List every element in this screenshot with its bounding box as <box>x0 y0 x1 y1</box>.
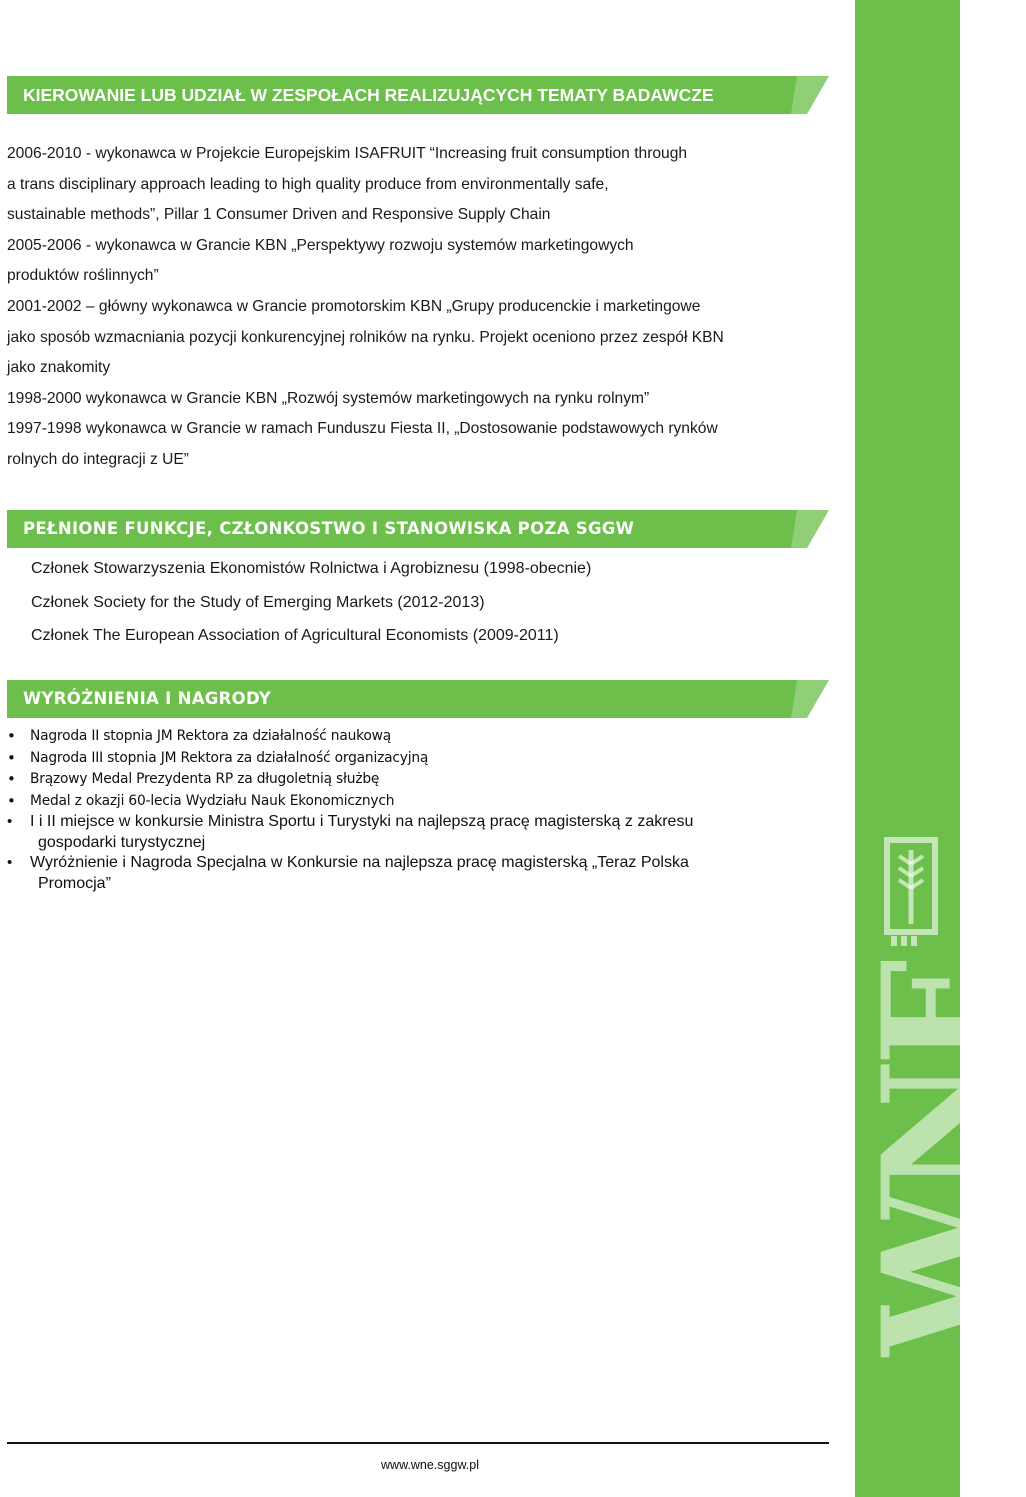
award-text: Medal z okazji 60-lecia Wydziału Nauk Ekonomicznych <box>30 792 395 809</box>
research-line: 2005-2006 - wykonawca w Grancie KBN „Perspektywy rozwoju systemów marketingowych <box>7 236 634 254</box>
section-title-research: KIEROWANIE LUB UDZIAŁ W ZESPOŁACH REALIZUJĄCYCH TEMATY BADAWCZE <box>23 85 714 105</box>
research-line: produktów roślinnych” <box>7 267 159 285</box>
bullet-icon: • <box>7 813 13 830</box>
award-text: I i II miejsce w konkursie Ministra Sportu i Turystyki na najlepszą pracę magisterską z zakresu <box>30 813 694 830</box>
logo-wordmark: WNE <box>850 960 1026 1356</box>
wheat-emblem-icon <box>865 830 955 950</box>
section-title-awards: WYRÓŻNIENIA I NAGRODY <box>23 689 272 708</box>
section-header-research <box>7 76 829 114</box>
functions-list <box>31 552 591 653</box>
section-header-functions <box>7 510 829 548</box>
research-line: jako znakomity <box>7 359 111 377</box>
footer-url: www.wne.sggw.pl <box>381 1458 479 1472</box>
award-item <box>7 812 827 853</box>
research-line: 2006-2010 - wykonawca w Projekcie Europejskim ISAFRUIT “Increasing fruit consumption through <box>7 145 688 162</box>
bullet-icon: • <box>7 727 16 745</box>
membership-item: Członek Stowarzyszenia Ekonomistów Rolnictwa i Agrobiznesu (1998-obecnie) <box>31 560 592 577</box>
section-title-functions: PEŁNIONE FUNKCJE, CZŁONKOSTWO I STANOWISKA POZA SGGW <box>23 519 635 538</box>
research-line: 1997-1998 wykonawca w Grancie w ramach Funduszu Fiesta II, „Dostosowanie podstawowych rynków <box>7 420 718 438</box>
award-text: Brązowy Medal Prezydenta RP za długoletnią służbę <box>30 771 380 787</box>
award-item <box>7 853 827 894</box>
research-line: rolnych do integracji z UE” <box>7 450 190 468</box>
membership-item: Członek Society for the Study of Emerging Markets (2012-2013) <box>31 593 485 611</box>
membership-item: Członek The European Association of Agricultural Economists (2009-2011) <box>31 627 559 644</box>
research-line: jako sposób wzmacniania pozycji konkurencyjnej rolników na rynku. Projekt oceniono przez zespół KBN <box>7 328 724 346</box>
award-text-continuation: Promocja” <box>38 874 111 892</box>
research-line: a trans disciplinary approach leading to high quality produce from environmentally safe, <box>7 175 609 193</box>
research-line: 1998-2000 wykonawca w Grancie KBN „Rozwój systemów marketingowych na rynku rolnym” <box>7 389 650 407</box>
award-text: Nagroda III stopnia JM Rektora za działalność organizacyjną <box>30 749 429 766</box>
research-line: 2001-2002 – główny wykonawca w Grancie promotorskim KBN „Grupy producenckie i marketingowe <box>7 297 701 315</box>
section-header-awards <box>7 680 829 718</box>
bullet-icon: • <box>7 770 16 788</box>
footer-divider <box>7 1442 829 1444</box>
research-line: sustainable methods”, Pillar 1 Consumer Driven and Responsive Supply Chain <box>7 206 551 224</box>
award-item <box>7 726 827 747</box>
award-text-continuation: gospodarki turystycznej <box>38 833 206 851</box>
bullet-icon: • <box>7 854 13 871</box>
bullet-icon: • <box>7 748 16 767</box>
research-text <box>7 139 829 476</box>
award-text: Nagroda II stopnia JM Rektora za działalność naukową <box>30 728 391 744</box>
award-item <box>7 748 827 769</box>
bullet-icon: • <box>7 791 16 810</box>
award-text: Wyróżnienie i Nagroda Specjalna w Konkursie na najlepsza pracę magisterską „Teraz Polska <box>30 854 689 871</box>
awards-list <box>7 726 827 894</box>
logo-area <box>850 0 1026 1497</box>
award-item <box>7 791 827 812</box>
award-item <box>7 769 827 790</box>
side-brand-strip <box>850 0 1026 1497</box>
